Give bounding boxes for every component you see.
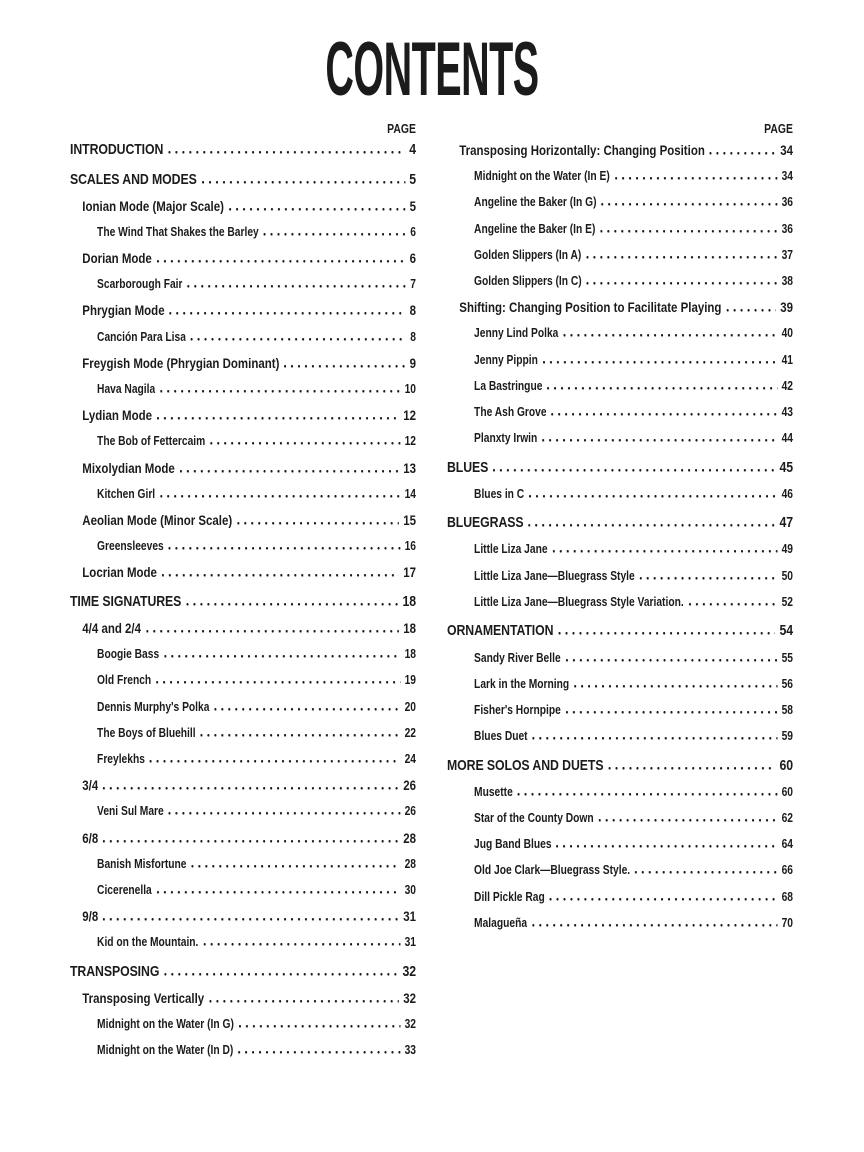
toc-rows-left (70, 142, 416, 1058)
toc-entry-label: 4/4 and 2/4 (82, 620, 142, 636)
toc-entry-label: BLUEGRASS (447, 515, 524, 532)
dot-leader (529, 495, 777, 498)
dot-leader (599, 819, 778, 822)
dot-leader (162, 574, 399, 577)
dot-leader (558, 632, 775, 635)
page-column-header-left (70, 122, 416, 135)
toc-entry-page-number: 4 (409, 141, 416, 158)
toc-entry (70, 594, 416, 610)
dot-leader (157, 417, 399, 420)
toc-entry (70, 407, 416, 423)
toc-entry-page-number: 39 (780, 299, 793, 316)
toc-entry (70, 990, 416, 1006)
toc-entry (447, 430, 793, 446)
toc-entry-page-number: 24 (404, 751, 416, 766)
toc-entry-label: The Bob of Fettercaim (97, 434, 206, 449)
dot-leader (600, 230, 777, 233)
toc-entry-page-number: 34 (780, 142, 793, 158)
toc-entry-page-number: 68 (781, 889, 793, 904)
toc-entry-label: Fisher's Hornpipe (474, 702, 561, 717)
toc-entry (447, 915, 793, 931)
toc-entry-label: Old French (97, 673, 152, 688)
toc-rows-right (447, 142, 793, 931)
toc-entry (447, 515, 793, 531)
toc-entry-label: TRANSPOSING (70, 963, 160, 980)
toc-entry-label: Midnight on the Water (In G) (97, 1017, 234, 1032)
toc-entry (447, 650, 793, 666)
dot-leader (214, 708, 400, 711)
toc-entry-label: Jenny Lind Polka (474, 326, 559, 341)
toc-entry-page-number: 32 (402, 962, 416, 980)
toc-entry-label: Lydian Mode (82, 407, 153, 424)
dot-leader (203, 943, 400, 946)
toc-entry-page-number: 36 (781, 221, 793, 236)
toc-entry-label: Aeolian Mode (Minor Scale) (82, 511, 233, 528)
toc-entry (70, 672, 416, 688)
toc-entry-page-number: 47 (779, 514, 793, 532)
dot-leader (550, 898, 778, 901)
toc-entry-page-number: 18 (402, 592, 416, 610)
dot-leader (574, 685, 777, 688)
toc-entry-page-number: 45 (779, 458, 793, 476)
toc-entry (70, 276, 416, 292)
page-title-text: CONTENTS (325, 27, 539, 112)
toc-entry (70, 224, 416, 240)
toc-entry-page-number: 14 (404, 486, 416, 501)
dot-leader (157, 891, 401, 894)
toc-entry (70, 538, 416, 554)
dot-leader (552, 550, 777, 553)
toc-entry-page-number: 44 (781, 431, 793, 446)
toc-entry-label: Shifting: Changing Position to Facilitate Playing (459, 299, 722, 316)
toc-entry-label: Freylekhs (97, 751, 145, 766)
toc-entry (70, 486, 416, 502)
toc-entry-label: 6/8 (82, 829, 99, 846)
toc-entry-page-number: 12 (404, 434, 416, 449)
toc-entry-label: Transposing Vertically (82, 989, 205, 1006)
toc-entry (70, 381, 416, 397)
toc-entry-page-number: 56 (781, 676, 793, 691)
dot-leader (170, 312, 406, 315)
page-column-header-right (447, 122, 793, 135)
toc-entry-page-number: 43 (781, 404, 793, 419)
toc-entry-label: Transposing Horizontally: Changing Position (459, 142, 705, 158)
toc-entry-label: Freygish Mode (Phrygian Dominant) (82, 354, 280, 371)
toc-entry-label: Jenny Pippin (474, 352, 538, 367)
dot-leader (160, 390, 400, 393)
toc-entry-label: Scarborough Fair (97, 277, 183, 292)
toc-entry-page-number: 28 (404, 856, 416, 871)
toc-entry-page-number: 6 (409, 250, 416, 267)
toc-entry (447, 221, 793, 237)
dot-leader (556, 845, 777, 848)
toc-entry-page-number: 32 (404, 1017, 416, 1032)
dot-leader (191, 865, 400, 868)
toc-entry-page-number: 18 (404, 647, 416, 662)
toc-entry-label: Dorian Mode (82, 250, 152, 267)
dot-leader (160, 495, 400, 498)
toc-entry (447, 758, 793, 774)
dot-leader (146, 630, 399, 633)
dot-leader (543, 361, 778, 364)
toc-entry (70, 699, 416, 715)
dot-leader (726, 309, 776, 312)
toc-entry-label: Kitchen Girl (97, 486, 156, 501)
toc-entry-page-number: 60 (781, 784, 793, 799)
toc-entry (447, 168, 793, 184)
toc-entry-label: Jug Band Blues (474, 837, 552, 852)
toc-entry-page-number: 10 (404, 382, 416, 396)
toc-entry-label: Boogie Bass (97, 647, 160, 662)
toc-entry (447, 460, 793, 476)
dot-leader (150, 760, 401, 763)
toc-entry-page-number: 46 (781, 486, 793, 501)
toc-entry-label: Cicerenella (97, 882, 152, 897)
toc-entry (447, 247, 793, 263)
dot-leader (164, 655, 400, 658)
toc-entry-page-number: 50 (781, 568, 793, 583)
toc-entry-page-number: 31 (403, 908, 416, 925)
dot-leader (157, 260, 406, 263)
toc-entry-label: Little Liza Jane (474, 542, 548, 557)
toc-entry-page-number: 28 (403, 829, 416, 846)
toc-entry-page-number: 54 (779, 622, 793, 640)
dot-leader (528, 524, 775, 527)
toc-entry (447, 568, 793, 584)
toc-entry-page-number: 7 (410, 277, 416, 292)
toc-entry-label: Kid on the Mountain. (97, 935, 199, 950)
toc-entry-label: Old Joe Clark—Bluegrass Style. (474, 863, 631, 878)
toc-column-left (70, 102, 416, 1069)
toc-entry-label: INTRODUCTION (70, 142, 164, 158)
toc-column-right (447, 102, 793, 1069)
toc-entry (70, 564, 416, 580)
toc-entry-page-number: 8 (409, 302, 416, 319)
dot-leader (493, 469, 775, 472)
toc-entry (447, 142, 793, 158)
toc-entry (70, 355, 416, 371)
dot-leader (168, 151, 405, 154)
dot-leader (180, 470, 399, 473)
dot-leader (238, 1051, 400, 1054)
dot-leader (640, 577, 778, 580)
toc-entry-page-number: 62 (781, 810, 793, 825)
dot-leader (169, 812, 401, 815)
dot-leader (542, 439, 777, 442)
dot-leader (615, 177, 778, 180)
toc-entry-page-number: 32 (403, 989, 416, 1006)
toc-entry-label: Little Liza Jane—Bluegrass Style (474, 568, 635, 583)
toc-entry-page-number: 12 (403, 407, 416, 424)
toc-entry (70, 250, 416, 266)
toc-entry-page-number: 16 (404, 539, 416, 554)
dot-leader (563, 334, 777, 337)
page-column-header-label: PAGE (764, 121, 793, 136)
toc-entry (70, 142, 416, 158)
toc-entry (447, 404, 793, 420)
toc-entry-label: Malagueña (474, 915, 528, 930)
toc-entry (447, 594, 793, 610)
dot-leader (635, 871, 777, 874)
toc-entry (70, 1042, 416, 1058)
toc-entry-page-number: 70 (781, 915, 793, 930)
toc-entry (447, 810, 793, 826)
toc-entry-page-number: 5 (409, 170, 416, 188)
toc-entry (447, 728, 793, 744)
toc-entry (70, 460, 416, 476)
toc-entry-label: Dennis Murphy's Polka (97, 699, 210, 714)
toc-entry (70, 172, 416, 188)
toc-entry-label: The Ash Grove (474, 404, 547, 419)
toc-entry-label: Star of the County Down (474, 810, 594, 825)
dot-leader (608, 767, 775, 770)
toc-entry-page-number: 26 (403, 777, 416, 794)
toc-entry-label: Phrygian Mode (82, 302, 165, 319)
dot-leader (587, 282, 778, 285)
toc-entry-label: Canción Para Lisa (97, 329, 186, 344)
toc-entry-label: Midnight on the Water (In D) (97, 1043, 234, 1058)
toc-entry (447, 541, 793, 557)
toc-entry-label: Lark in the Morning (474, 676, 570, 691)
toc-entry (70, 934, 416, 950)
dot-leader (689, 603, 778, 606)
dot-leader (237, 522, 399, 525)
toc-entry (70, 856, 416, 872)
toc-entry-page-number: 49 (781, 542, 793, 557)
toc-entry (70, 646, 416, 662)
dot-leader (552, 413, 778, 416)
dot-leader (239, 1025, 401, 1028)
dot-leader (264, 233, 407, 236)
toc-entry-page-number: 58 (781, 702, 793, 717)
toc-entry-label: Angeline the Baker (In G) (474, 195, 597, 210)
toc-entry-page-number: 33 (404, 1043, 416, 1058)
toc-entry-page-number: 6 (410, 224, 416, 239)
dot-leader (103, 840, 399, 843)
dot-leader (164, 973, 398, 976)
toc-entry (70, 751, 416, 767)
toc-entry (70, 882, 416, 898)
toc-entry-label: Blues Duet (474, 729, 528, 744)
toc-entry-label: Ionian Mode (Major Scale) (82, 197, 224, 214)
dot-leader (566, 659, 778, 662)
toc-entry-page-number: 40 (781, 326, 793, 341)
toc-entry-label: Greensleeves (97, 539, 164, 554)
toc-entry (70, 1016, 416, 1032)
toc-entry-label: Blues in C (474, 486, 525, 501)
toc-entry-label: TIME SIGNATURES (70, 593, 182, 610)
toc-entry-page-number: 26 (404, 804, 416, 819)
toc-entry-page-number: 19 (404, 673, 416, 688)
page-title (0, 0, 864, 112)
dot-leader (191, 338, 406, 341)
toc-entry-page-number: 18 (403, 620, 416, 636)
toc-entry-label: Locrian Mode (82, 564, 157, 581)
toc-entry-label: La Bastringue (474, 378, 543, 393)
toc-entry-page-number: 64 (781, 837, 793, 852)
dot-leader (169, 547, 401, 550)
toc-entry-label: Sandy River Belle (474, 650, 561, 665)
toc-entry (70, 777, 416, 793)
toc-entry-label: MORE SOLOS AND DUETS (447, 757, 604, 774)
toc-entry-label: Banish Misfortune (97, 856, 187, 871)
toc-entry (447, 889, 793, 905)
toc-entry-label: Golden Slippers (In A) (474, 247, 582, 262)
dot-leader (187, 285, 406, 288)
toc-entry-page-number: 60 (779, 756, 793, 774)
toc-entry (447, 486, 793, 502)
toc-entry (447, 784, 793, 800)
toc-entry (447, 623, 793, 639)
toc-entry (447, 836, 793, 852)
toc-entry-page-number: 41 (781, 352, 793, 367)
dot-leader (229, 208, 406, 211)
dot-leader (532, 924, 778, 927)
dot-leader (566, 711, 778, 714)
toc-entry (70, 302, 416, 318)
toc-entry-page-number: 30 (404, 882, 416, 897)
toc-entry (70, 803, 416, 819)
toc-entry-page-number: 13 (403, 459, 416, 476)
toc-entry-page-number: 59 (781, 729, 793, 744)
dot-leader (103, 787, 399, 790)
dot-leader (518, 793, 778, 796)
toc-entry-page-number: 15 (403, 511, 416, 528)
toc-entry (447, 378, 793, 394)
toc-entry-page-number: 38 (781, 273, 793, 288)
dot-leader (201, 734, 401, 737)
toc-entry-page-number: 34 (781, 169, 793, 184)
dot-leader (586, 256, 777, 259)
dot-leader (186, 603, 398, 606)
dot-leader (209, 1000, 399, 1003)
toc-entry-page-number: 9 (409, 354, 416, 371)
toc-entry (70, 198, 416, 214)
toc-entry-label: 9/8 (82, 908, 99, 925)
toc-entry (447, 273, 793, 289)
toc-entry-label: Musette (474, 784, 513, 799)
dot-leader (547, 387, 777, 390)
toc-entry (447, 676, 793, 692)
toc-entry-page-number: 17 (403, 564, 416, 581)
dot-leader (710, 152, 776, 155)
toc-entry-label: Dill Pickle Rag (474, 889, 545, 904)
toc-entry-label: Mixolydian Mode (82, 459, 175, 476)
toc-entry-label: The Wind That Shakes the Barley (97, 224, 259, 239)
dot-leader (533, 737, 778, 740)
toc-entry-label: Midnight on the Water (In E) (474, 169, 610, 184)
toc-entry (70, 512, 416, 528)
toc-entry (447, 702, 793, 718)
toc-entry (70, 725, 416, 741)
toc-entry (70, 830, 416, 846)
toc-columns (0, 102, 864, 1069)
toc-entry-label: Golden Slippers (In C) (474, 273, 582, 288)
toc-entry (70, 329, 416, 345)
toc-entry-label: SCALES AND MODES (70, 171, 197, 188)
toc-entry (70, 620, 416, 636)
dot-leader (103, 918, 399, 921)
toc-entry-label: The Boys of Bluehill (97, 725, 196, 740)
toc-entry-page-number: 55 (781, 650, 793, 665)
toc-entry-page-number: 8 (410, 329, 416, 344)
toc-entry-label: Veni Sul Mare (97, 804, 164, 819)
toc-entry (70, 433, 416, 449)
toc-entry-page-number: 37 (781, 247, 793, 262)
dot-leader (202, 181, 405, 184)
toc-entry (447, 194, 793, 210)
toc-entry-label: BLUES (447, 459, 489, 476)
page-column-header-label: PAGE (387, 121, 416, 136)
toc-entry-page-number: 52 (781, 594, 793, 609)
toc-entry-label: 3/4 (82, 777, 99, 794)
toc-entry-page-number: 22 (404, 725, 416, 740)
toc-entry-label: Hava Nagila (97, 382, 156, 396)
dot-leader (156, 681, 400, 684)
toc-entry-page-number: 20 (404, 699, 416, 714)
toc-entry-page-number: 42 (781, 378, 793, 393)
toc-entry (447, 862, 793, 878)
toc-entry (447, 325, 793, 341)
toc-entry-page-number: 31 (404, 935, 416, 950)
toc-entry (447, 352, 793, 368)
toc-entry-page-number: 36 (781, 195, 793, 210)
toc-entry (70, 964, 416, 980)
toc-entry (70, 908, 416, 924)
toc-entry-page-number: 5 (409, 197, 416, 214)
dot-leader (210, 442, 400, 445)
toc-entry-label: ORNAMENTATION (447, 623, 554, 640)
dot-leader (601, 203, 777, 206)
toc-entry-label: Planxty Irwin (474, 431, 538, 446)
toc-entry-page-number: 66 (781, 863, 793, 878)
toc-entry (447, 299, 793, 315)
toc-entry-label: Little Liza Jane—Bluegrass Style Variation. (474, 594, 684, 609)
dot-leader (284, 365, 405, 368)
toc-entry-label: Angeline the Baker (In E) (474, 221, 596, 236)
